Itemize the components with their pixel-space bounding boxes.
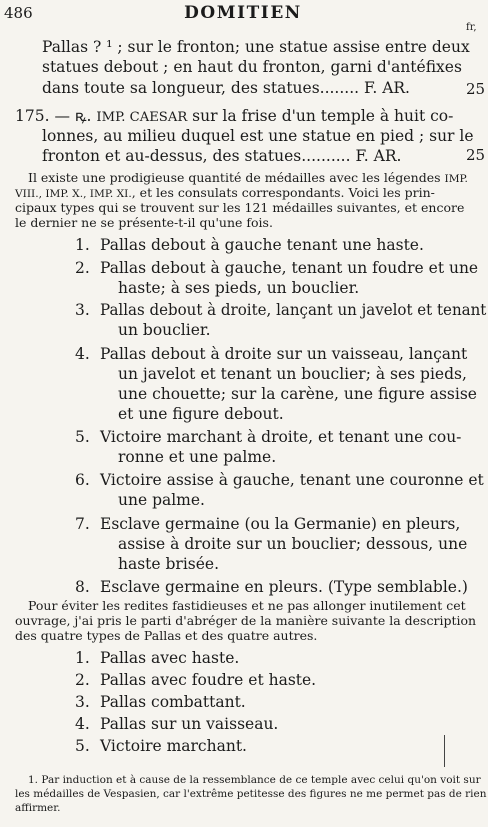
entry-175-price: 25 <box>466 146 486 164</box>
short-item-3-number: 3. <box>75 693 90 711</box>
short-item-1-number: 1. <box>75 649 90 667</box>
type-2-line-2: haste; à ses pieds, un bouclier. <box>118 279 360 297</box>
type-8-line-1: Esclave germaine en pleurs. (Type semblable.) <box>100 578 468 596</box>
type-3-number: 3. <box>75 301 90 319</box>
short-item-5-text: Victoire marchant. <box>100 737 247 755</box>
type-2-number: 2. <box>75 259 90 277</box>
type-7-number: 7. <box>75 515 90 533</box>
entry-175-legend: IMP. CAESAR <box>96 110 188 125</box>
short-item-3-text: Pallas combattant. <box>100 693 246 711</box>
footnote-line-2: les médailles de Vespasien, car l'extrême petitesse des figures ne me permet pas de rien <box>15 788 487 800</box>
short-item-4-number: 4. <box>75 715 90 733</box>
note-line-3: des quatre types de Pallas et des quatre autres. <box>15 628 318 643</box>
entry-175-number: 175. — ꝶ. <box>15 107 97 125</box>
type-4-line-4: et une figure debout. <box>118 405 284 423</box>
type-4-number: 4. <box>75 345 90 363</box>
short-item-4-text: Pallas sur un vaisseau. <box>100 715 279 733</box>
intro-line-4: le dernier ne se présente-t-il qu'une fois. <box>15 215 273 230</box>
entry-175-line-1 <box>15 106 453 128</box>
margin-rule <box>444 735 445 767</box>
entry-top-line-2: statues debout ; en haut du fronton, garni d'antéfixes <box>42 58 462 76</box>
corner-fragment: fr, <box>466 22 477 33</box>
page-title: DOMITIEN <box>184 3 302 23</box>
type-5-line-1: Victoire marchant à droite, et tenant une cou- <box>100 428 462 446</box>
note-line-1: Pour éviter les redites fastidieuses et ne pas allonger inutilement cet <box>28 598 466 613</box>
short-item-2-number: 2. <box>75 671 90 689</box>
entry-175-line-3: fronton et au-dessus, des statues.......... F. AR. <box>42 147 402 165</box>
intro-line-1-text: Il existe une prodigieuse quantité de médailles avec les légendes <box>28 170 445 185</box>
type-6-number: 6. <box>75 471 90 489</box>
intro-line-3: cipaux types qui se trouvent sur les 121 médailles suivantes, et encore <box>15 200 465 215</box>
type-1-number: 1. <box>75 236 90 254</box>
type-2-line-1: Pallas debout à gauche, tenant un foudre et une <box>100 259 479 277</box>
type-6-line-1: Victoire assise à gauche, tenant une couronne et <box>100 471 484 489</box>
type-7-line-2: assise à droite sur un bouclier; dessous, une <box>118 535 468 553</box>
type-4-line-3: une chouette; sur la carène, une figure assise <box>118 385 477 403</box>
entry-175-line-1-text: sur la frise d'un temple à huit co- <box>187 107 454 125</box>
intro-legend-2: VIII., IMP. X., IMP. XI. <box>15 187 132 200</box>
entry-top-line-3: dans toute sa longueur, des statues........ F. AR. <box>42 79 410 97</box>
short-item-1-text: Pallas avec haste. <box>100 649 240 667</box>
entry-top-line-1: Pallas ? ¹ ; sur le fronton; une statue assise entre deux <box>42 38 470 56</box>
type-6-line-2: une palme. <box>118 491 205 509</box>
short-item-2-text: Pallas avec foudre et haste. <box>100 671 317 689</box>
intro-line-1 <box>28 170 468 186</box>
short-item-5-number: 5. <box>75 737 90 755</box>
note-line-2: ouvrage, j'ai pris le parti d'abréger de la manière suivante la description <box>15 613 477 628</box>
footnote-line-3: affirmer. <box>15 802 61 814</box>
type-1-line-1: Pallas debout à gauche tenant une haste. <box>100 236 424 254</box>
page-number: 486 <box>4 4 33 22</box>
type-7-line-1: Esclave germaine (ou la Germanie) en pleurs, <box>100 515 461 533</box>
entry-175-line-2: lonnes, au milieu duquel est une statue en pied ; sur le <box>42 127 474 145</box>
type-3-line-2: un bouclier. <box>118 321 211 339</box>
type-7-line-3: haste brisée. <box>118 555 220 573</box>
type-5-number: 5. <box>75 428 90 446</box>
type-4-line-2: un javelot et tenant un bouclier; à ses pieds, <box>118 365 467 383</box>
type-5-line-2: ronne et une palme. <box>118 448 277 466</box>
intro-line-2-text: , et les consulats correspondants. Voici les prin- <box>131 185 435 200</box>
intro-legend-1: IMP. <box>444 172 468 185</box>
footnote-line-1: 1. Par induction et à cause de la ressemblance de ce temple avec celui qu'on voit sur <box>28 774 481 786</box>
type-4-line-1: Pallas debout à droite sur un vaisseau, lançant <box>100 345 468 363</box>
type-8-number: 8. <box>75 578 90 596</box>
type-3-line-1: Pallas debout à droite, lançant un javelot et tenant <box>100 301 487 319</box>
intro-line-2 <box>15 185 435 201</box>
entry-top-price: 25 <box>466 80 486 98</box>
